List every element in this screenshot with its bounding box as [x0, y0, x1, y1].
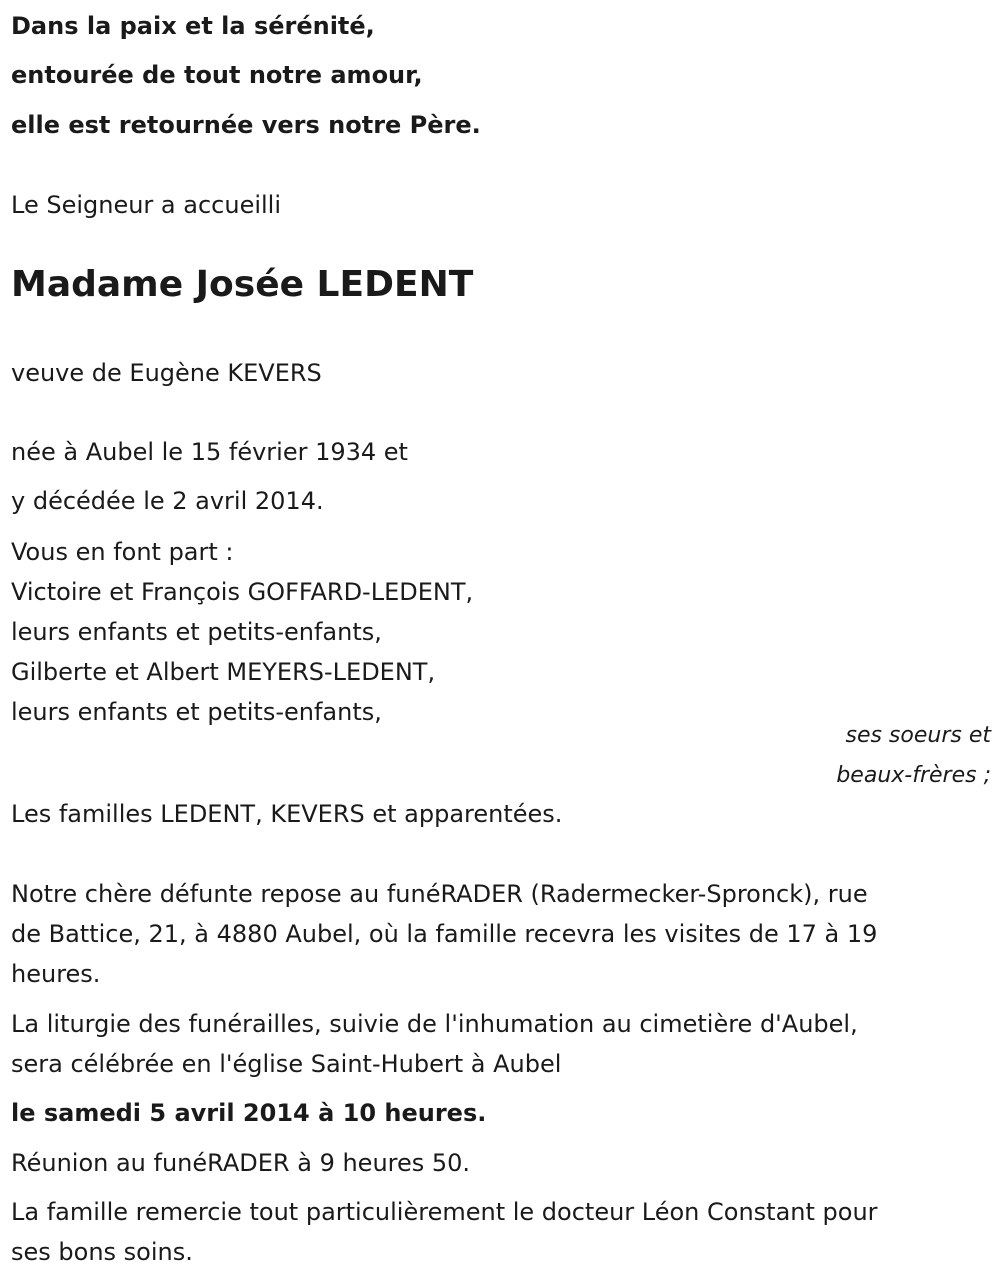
widow-of-line: veuve de Eugène KEVERS [11, 359, 322, 387]
repose-line: de Battice, 21, à 4880 Aubel, où la famille recevra les visites de 17 à 19 [11, 920, 878, 948]
liturgy-line: sera célébrée en l'église Saint-Hubert à Aubel [11, 1050, 562, 1078]
intro-line-3: elle est retournée vers notre Père. [11, 111, 481, 139]
family-line: Victoire et François GOFFARD-LEDENT, [11, 578, 474, 606]
family-line: leurs enfants et petits-enfants, [11, 698, 382, 726]
siblings-line-2: beaux-frères ; [836, 763, 991, 788]
family-line: Gilberte et Albert MEYERS-LEDENT, [11, 658, 436, 686]
families-line: Les familles LEDENT, KEVERS et apparentées. [11, 800, 563, 828]
intro-line-2: entourée de tout notre amour, [11, 61, 423, 89]
liturgy-line: La liturgie des funérailles, suivie de l'inhumation au cimetière d'Aubel, [11, 1010, 858, 1038]
thanks-line: ses bons soins. [11, 1238, 193, 1266]
repose-line: Notre chère défunte repose au funéRADER (Radermecker-Spronck), rue [11, 880, 868, 908]
thanks-line: La famille remercie tout particulièrement le docteur Léon Constant pour [11, 1198, 878, 1226]
birth-line: née à Aubel le 15 février 1934 et [11, 438, 408, 466]
death-line: y décédée le 2 avril 2014. [11, 487, 324, 515]
meeting-line: Réunion au funéRADER à 9 heures 50. [11, 1149, 471, 1177]
welcome-line: Le Seigneur a accueilli [11, 191, 282, 219]
family-line: leurs enfants et petits-enfants, [11, 618, 382, 646]
siblings-line-1: ses soeurs et [845, 723, 991, 748]
repose-line: heures. [11, 960, 101, 988]
announcement-heading: Vous en font part : [11, 538, 234, 566]
intro-line-1: Dans la paix et la sérénité, [11, 12, 375, 40]
ceremony-date: le samedi 5 avril 2014 à 10 heures. [11, 1099, 487, 1127]
deceased-name: Madame Josée LEDENT [11, 264, 474, 305]
